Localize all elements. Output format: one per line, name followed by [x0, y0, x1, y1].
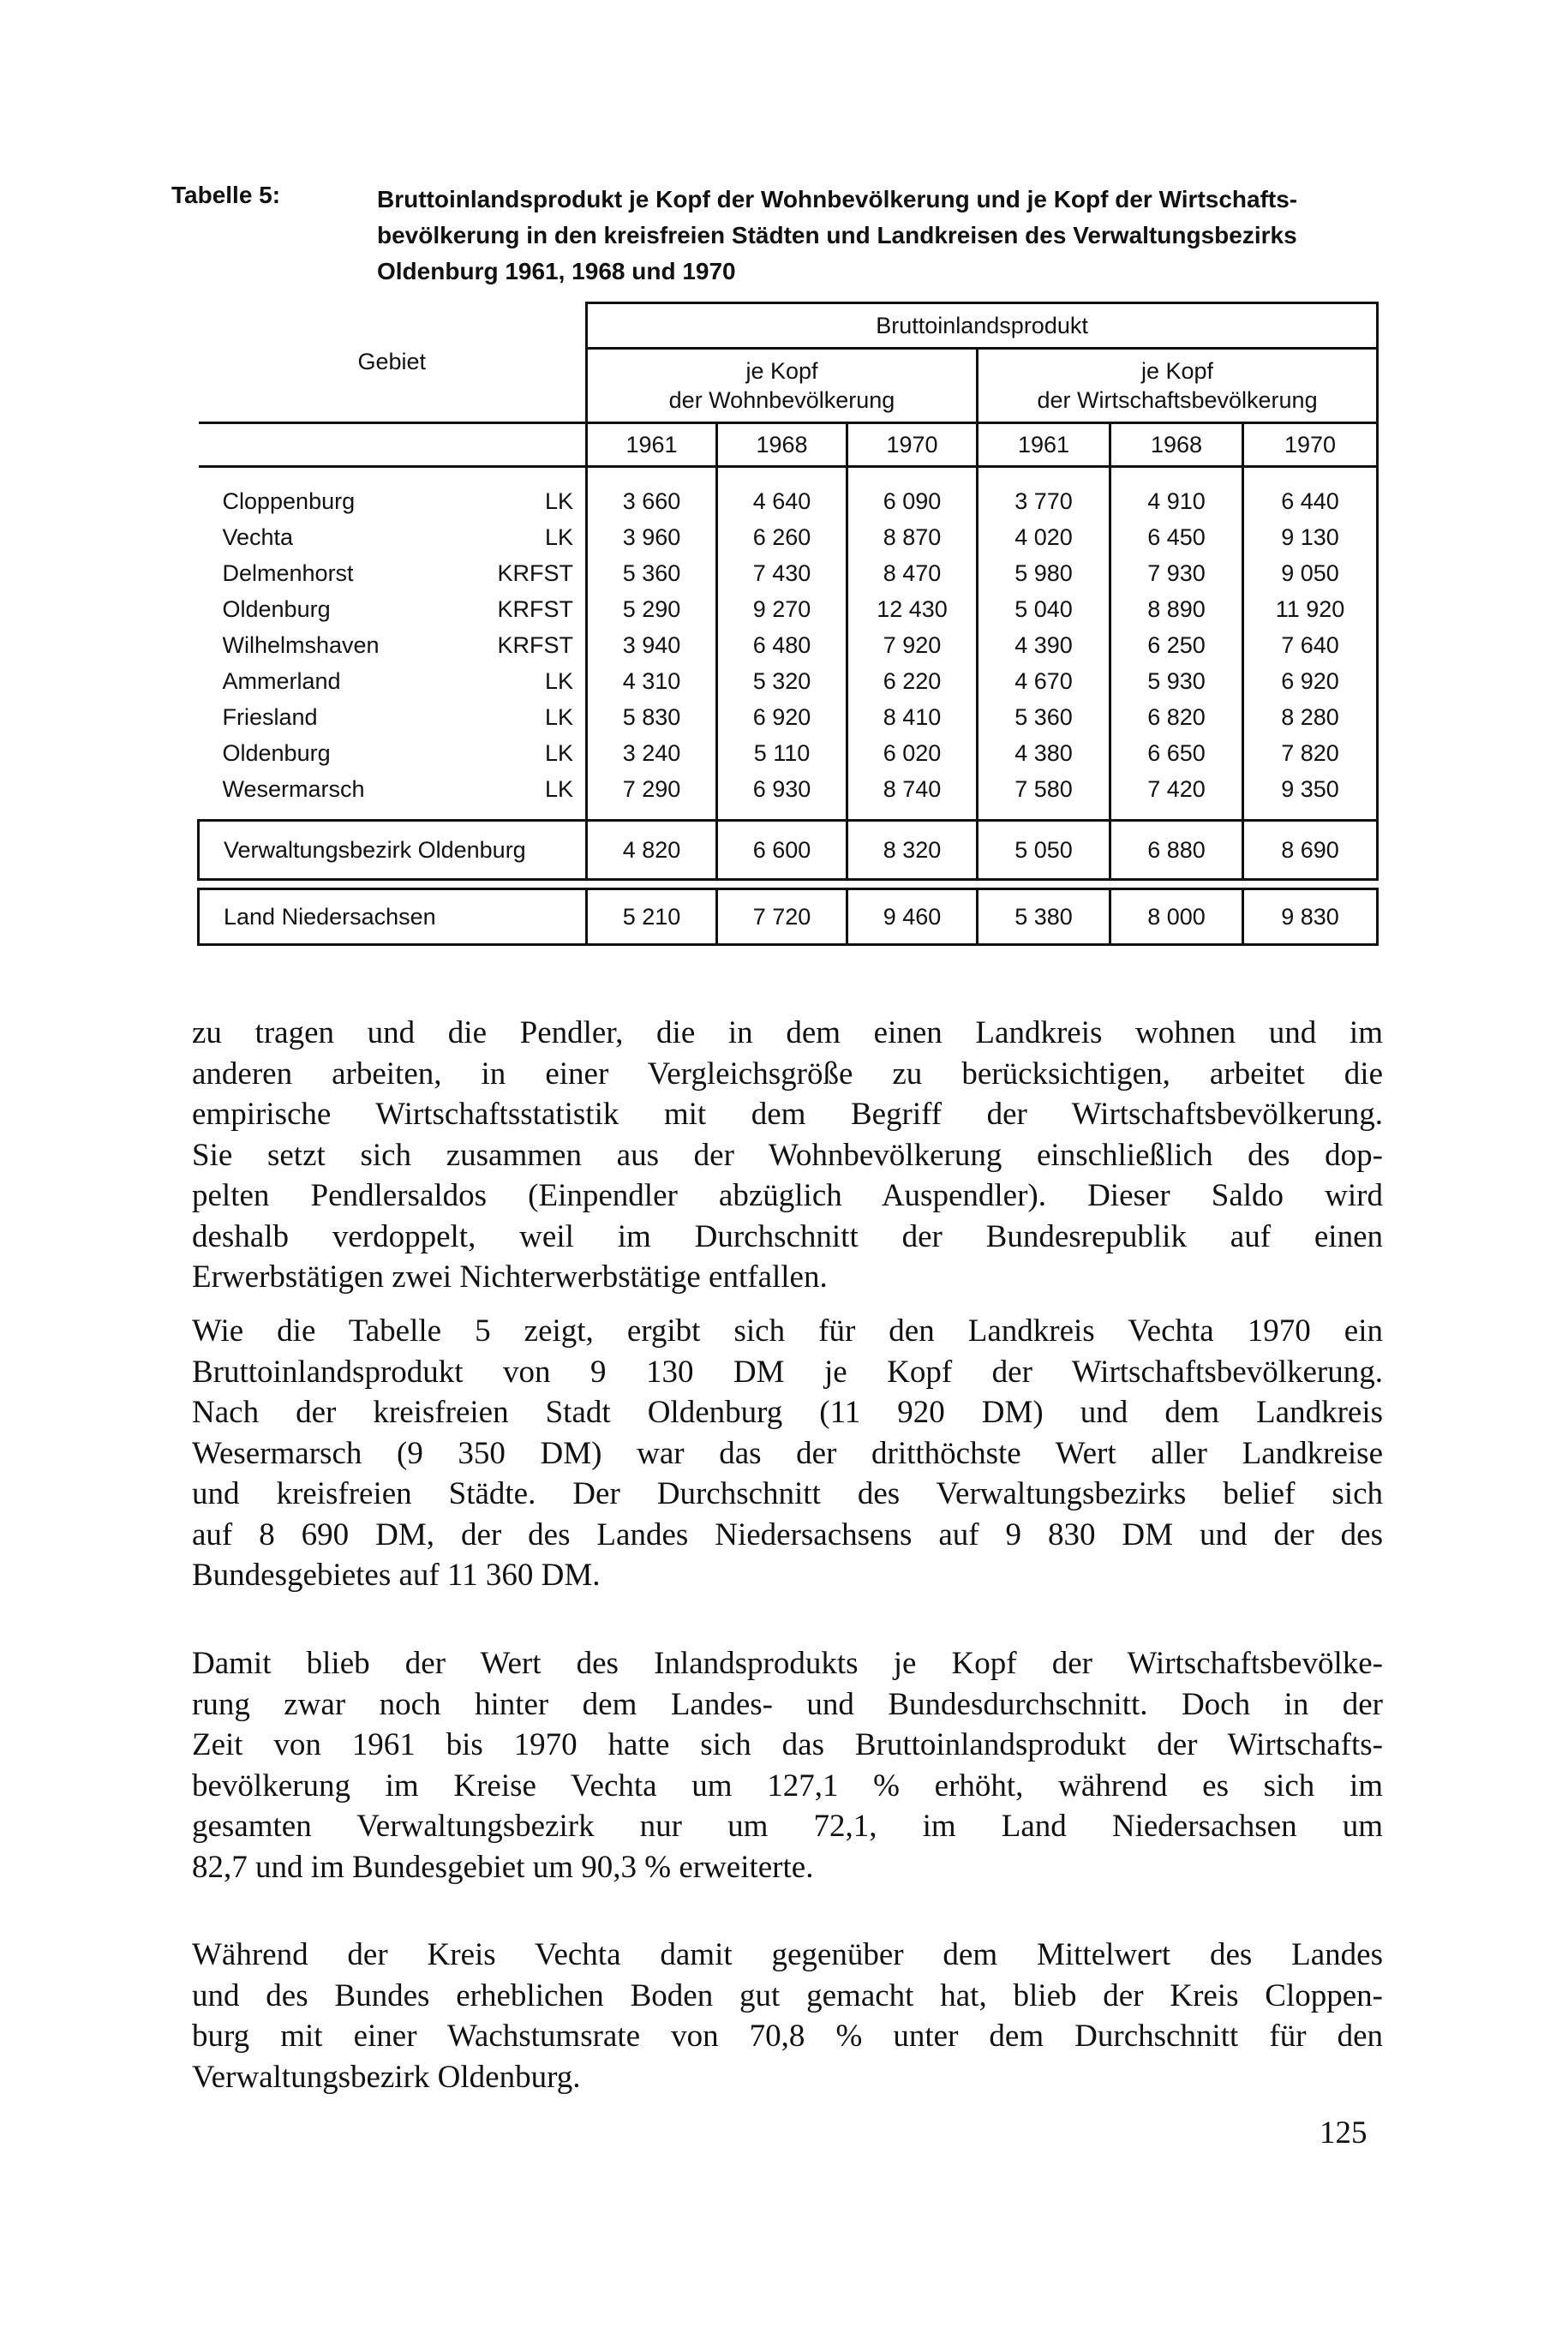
- gebiet-header-spacer: [199, 423, 587, 467]
- value-cell: 7 430: [717, 555, 847, 591]
- summary-spacer-cell: [199, 880, 1378, 889]
- table-row: [199, 555, 1378, 591]
- value-cell: 7 930: [1110, 555, 1243, 591]
- text-line: Wie die Tabelle 5 zeigt, ergibt sich für den Landkreis Vechta 1970 ein: [192, 1313, 1383, 1349]
- value-cell: 5 360: [587, 555, 717, 591]
- group-header-line: je Kopf: [1141, 358, 1214, 384]
- paragraph-2: [192, 1311, 1383, 1596]
- value-cell: 7 720: [717, 889, 847, 945]
- table-row: [199, 591, 1378, 627]
- text-line: anderen arbeiten, in einer Vergleichsgröße zu berücksichtigen, arbeitet die: [192, 1056, 1383, 1092]
- summary-name: Verwaltungsbezirk Oldenburg: [199, 821, 587, 880]
- region-name: Delmenhorst: [222, 559, 354, 586]
- paragraph-4: [192, 1935, 1383, 2097]
- text-line: bevölkerung im Kreise Vechta um 127,1 % erhöht, während es sich im: [192, 1768, 1383, 1804]
- caption-line: bevölkerung in den kreisfreien Städten und Landkreisen des Verwaltungsbezirks: [377, 222, 1297, 248]
- value-cell: 4 670: [978, 663, 1110, 699]
- text-line: zu tragen und die Pendler, die in dem einen Landkreis wohnen und im: [192, 1015, 1383, 1050]
- group-header-line: der Wirtschaftsbevölkerung: [1037, 387, 1318, 413]
- value-cell: 5 930: [1110, 663, 1243, 699]
- value-cell: 6 260: [717, 519, 847, 555]
- value-cell: 6 220: [847, 663, 978, 699]
- value-cell: 8 740: [847, 771, 978, 821]
- main-header: Bruttoinlandsprodukt: [587, 303, 1378, 349]
- value-cell: 6 920: [1243, 663, 1378, 699]
- value-cell: 9 270: [717, 591, 847, 627]
- table-row: [199, 663, 1378, 699]
- caption-line: Oldenburg 1961, 1968 und 1970: [377, 258, 736, 284]
- value-cell: 4 820: [587, 821, 717, 880]
- year-header: 1968: [1110, 423, 1243, 467]
- text-line: 82,7 und im Bundesgebiet um 90,3 % erweiterte.: [192, 1849, 814, 1885]
- value-cell: 6 020: [847, 735, 978, 771]
- table-caption: [377, 182, 1388, 290]
- value-cell: 6 600: [717, 821, 847, 880]
- page-number: 125: [1320, 2115, 1368, 2151]
- text-line: rung zwar noch hinter dem Landes- und Bundesdurchschnitt. Doch in der: [192, 1686, 1383, 1722]
- summary-name: Land Niedersachsen: [199, 889, 587, 945]
- text-line: Wesermarsch (9 350 DM) war das der dritthöchste Wert aller Landkreise: [192, 1435, 1383, 1471]
- value-cell: 3 940: [587, 627, 717, 663]
- value-cell: 7 580: [978, 771, 1110, 821]
- value-cell: 6 820: [1110, 699, 1243, 735]
- value-cell: 11 920: [1243, 591, 1378, 627]
- value-cell: 4 390: [978, 627, 1110, 663]
- value-cell: 7 820: [1243, 735, 1378, 771]
- table-row: [199, 467, 1378, 520]
- text-line: burg mit einer Wachstumsrate von 70,8 % unter dem Durchschnitt für den: [192, 2019, 1383, 2054]
- region-type: KRFST: [471, 555, 587, 591]
- value-cell: 6 250: [1110, 627, 1243, 663]
- region-type: LK: [471, 735, 587, 771]
- table-caption-label: Tabelle 5:: [171, 182, 281, 208]
- text-line: Verwaltungsbezirk Oldenburg.: [192, 2059, 581, 2095]
- text-line: Zeit von 1961 bis 1970 hatte sich das Bruttoinlandsprodukt der Wirtschafts-: [192, 1727, 1383, 1762]
- region-name: Oldenburg: [222, 739, 331, 766]
- value-cell: 5 050: [978, 821, 1110, 880]
- year-header: 1970: [1243, 423, 1378, 467]
- paragraph-3: [192, 1643, 1383, 1887]
- value-cell: 8 890: [1110, 591, 1243, 627]
- value-cell: 6 880: [1110, 821, 1243, 880]
- value-cell: 3 960: [587, 519, 717, 555]
- value-cell: 6 450: [1110, 519, 1243, 555]
- text-line: Erwerbstätigen zwei Nichterwerbstätige entfallen.: [192, 1259, 828, 1295]
- region-name: Wilhelmshaven: [222, 631, 380, 658]
- region-type: LK: [471, 519, 587, 555]
- region-name: Oldenburg: [222, 595, 331, 622]
- value-cell: 6 480: [717, 627, 847, 663]
- value-cell: 6 090: [847, 467, 978, 520]
- value-cell: 8 280: [1243, 699, 1378, 735]
- value-cell: 9 130: [1243, 519, 1378, 555]
- region-type: LK: [471, 771, 587, 821]
- text-line: und kreisfreien Städte. Der Durchschnitt des Verwaltungsbezirks belief sich: [192, 1476, 1383, 1511]
- region-type: LK: [471, 663, 587, 699]
- text-line: Nach der kreisfreien Stadt Oldenburg (11 920 DM) und dem Landkreis: [192, 1395, 1383, 1430]
- value-cell: 9 460: [847, 889, 978, 945]
- table-row: [199, 735, 1378, 771]
- value-cell: 5 360: [978, 699, 1110, 735]
- value-cell: 5 110: [717, 735, 847, 771]
- region-name: Cloppenburg: [222, 488, 356, 514]
- region-type: KRFST: [471, 627, 587, 663]
- value-cell: 5 830: [587, 699, 717, 735]
- value-cell: 7 920: [847, 627, 978, 663]
- value-cell: 4 640: [717, 467, 847, 520]
- value-cell: 6 920: [717, 699, 847, 735]
- text-line: pelten Pendlersaldos (Einpendler abzüglich Auspendler). Dieser Saldo wird: [192, 1178, 1383, 1213]
- value-cell: 4 020: [978, 519, 1110, 555]
- table-row: [199, 771, 1378, 821]
- value-cell: 3 770: [978, 467, 1110, 520]
- year-header: 1961: [587, 423, 717, 467]
- summary-row: [199, 821, 1378, 880]
- text-line: Damit blieb der Wert des Inlandsprodukts je Kopf der Wirtschaftsbevölke-: [192, 1646, 1383, 1681]
- region-type: LK: [471, 467, 587, 520]
- value-cell: 5 980: [978, 555, 1110, 591]
- table-row: [199, 519, 1378, 555]
- year-header: 1961: [978, 423, 1110, 467]
- value-cell: 6 930: [717, 771, 847, 821]
- year-header: 1968: [717, 423, 847, 467]
- region-name: Wesermarsch: [222, 775, 365, 802]
- table-row: [199, 627, 1378, 663]
- value-cell: 12 430: [847, 591, 978, 627]
- group-header-wirtschaft: [978, 349, 1378, 423]
- text-line: gesamten Verwaltungsbezirk nur um 72,1, im Land Niedersachsen um: [192, 1809, 1383, 1844]
- value-cell: 9 830: [1243, 889, 1378, 945]
- value-cell: 8 470: [847, 555, 978, 591]
- text-line: auf 8 690 DM, der des Landes Niedersachsens auf 9 830 DM und der des: [192, 1516, 1383, 1552]
- value-cell: 3 660: [587, 467, 717, 520]
- text-line: Bundesgebietes auf 11 360 DM.: [192, 1558, 601, 1593]
- value-cell: 6 440: [1243, 467, 1378, 520]
- value-cell: 8 870: [847, 519, 978, 555]
- value-cell: 4 910: [1110, 467, 1243, 520]
- text-line: Während der Kreis Vechta damit gegenüber dem Mittelwert des Landes: [192, 1937, 1383, 1972]
- region-type: LK: [471, 699, 587, 735]
- caption-line: Bruttoinlandsprodukt je Kopf der Wohnbevölkerung und je Kopf der Wirtschafts-: [377, 186, 1298, 212]
- value-cell: 7 420: [1110, 771, 1243, 821]
- value-cell: 5 380: [978, 889, 1110, 945]
- value-cell: 8 000: [1110, 889, 1243, 945]
- gdp-table: [197, 302, 1379, 946]
- value-cell: 9 350: [1243, 771, 1378, 821]
- text-line: und des Bundes erheblichen Boden gut gemacht hat, blieb der Kreis Cloppen-: [192, 1977, 1383, 2013]
- group-header-wohn: [587, 349, 978, 423]
- group-header-line: je Kopf: [745, 358, 818, 384]
- group-header-line: der Wohnbevölkerung: [668, 387, 895, 413]
- region-name: Vechta: [222, 523, 294, 550]
- paragraph-1: [192, 1013, 1383, 1298]
- value-cell: 6 650: [1110, 735, 1243, 771]
- value-cell: 9 050: [1243, 555, 1378, 591]
- text-line: deshalb verdoppelt, weil im Durchschnitt der Bundesrepublik auf einen: [192, 1218, 1383, 1254]
- summary-row: [199, 889, 1378, 945]
- value-cell: 7 290: [587, 771, 717, 821]
- value-cell: 4 310: [587, 663, 717, 699]
- value-cell: 4 380: [978, 735, 1110, 771]
- value-cell: 8 690: [1243, 821, 1378, 880]
- text-line: Sie setzt sich zusammen aus der Wohnbevölkerung einschließlich des dop-: [192, 1137, 1383, 1173]
- region-name: Friesland: [222, 703, 318, 730]
- region-name: Ammerland: [222, 667, 341, 694]
- value-cell: 5 320: [717, 663, 847, 699]
- value-cell: 7 640: [1243, 627, 1378, 663]
- value-cell: 8 320: [847, 821, 978, 880]
- region-type: KRFST: [471, 591, 587, 627]
- table-row: [199, 699, 1378, 735]
- value-cell: 5 210: [587, 889, 717, 945]
- value-cell: 8 410: [847, 699, 978, 735]
- year-header: 1970: [847, 423, 978, 467]
- text-line: Bruttoinlandsprodukt von 9 130 DM je Kopf der Wirtschaftsbevölkerung.: [192, 1354, 1383, 1390]
- summary-spacer: [199, 880, 1378, 889]
- text-line: empirische Wirtschaftsstatistik mit dem Begriff der Wirtschaftsbevölkerung.: [192, 1097, 1383, 1132]
- value-cell: 5 290: [587, 591, 717, 627]
- value-cell: 5 040: [978, 591, 1110, 627]
- value-cell: 3 240: [587, 735, 717, 771]
- gebiet-header: Gebiet: [199, 303, 587, 423]
